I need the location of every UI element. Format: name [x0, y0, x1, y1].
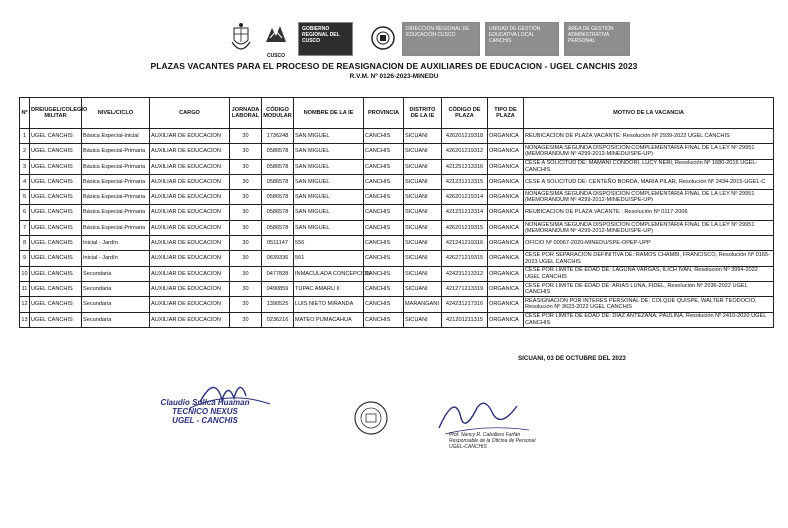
cell-plaza: 426201219315: [442, 220, 488, 235]
cell-tipo: ORGANICA: [488, 266, 524, 281]
cell-ugel: UGEL CANCHIS: [30, 281, 82, 296]
cell-jornada: 30: [230, 144, 262, 159]
cell-motivo: REUBICACION DE PLAZA VACANTE: Resolución Nº 2939-2022 UGEL CANCHIS: [524, 129, 774, 144]
column-header: NIVEL/CICLO: [82, 98, 150, 129]
cell-ugel: UGEL CANCHIS: [30, 251, 82, 266]
vacancies-table: [19, 97, 774, 328]
table-row: [20, 266, 774, 281]
table-row: [20, 312, 774, 327]
cell-codmod: 0586578: [262, 174, 294, 189]
column-header: TIPO DE PLAZA: [488, 98, 524, 129]
area-logo: [564, 22, 630, 56]
cell-cargo: AUXILIAR DE EDUCACION: [150, 312, 230, 327]
cell-jornada: 30: [230, 190, 262, 205]
cell-tipo: ORGANICA: [488, 174, 524, 189]
cell-n: 6: [20, 205, 30, 220]
cusco-label: CUSCO: [266, 53, 286, 59]
signer-1-role: TECNICO NEXUS: [172, 407, 238, 416]
cell-motivo: CESE A SOLICITUD DE: CENTEÑO BORDA, MARIA PILAR, Resolución Nº 2434-2015-UGEL-C: [524, 174, 774, 189]
document-subtitle: R.V.M. Nº 0126-2023-MINEDU: [349, 73, 439, 80]
table-row: [20, 174, 774, 189]
cell-dist: SICUANI: [404, 220, 442, 235]
cell-cargo: AUXILIAR DE EDUCACION: [150, 129, 230, 144]
cell-motivo: CESE A SOLICITUD DE: MAMANI CONDORI, LUCY NERI, Resolución Nº 1680-2016 UGEL-CANCHIS: [524, 159, 774, 174]
cell-jornada: 30: [230, 297, 262, 312]
cell-jornada: 30: [230, 220, 262, 235]
cell-nivel: Básica Especial-Primaria: [82, 174, 150, 189]
column-header: DRE/UGEL/COLEGIO MILITAR: [30, 98, 82, 129]
cell-tipo: ORGANICA: [488, 281, 524, 296]
cell-prov: CANCHIS: [364, 144, 404, 159]
cell-codmod: 0490859: [262, 281, 294, 296]
cell-motivo: NONAGESIMA SEGUNDA DISPOSICION COMPLEMENTARIA FINAL DE LA LEY Nº 29951 (MEMORANDUM Nº 4299-2012-MINEDU/SPE-UP): [524, 190, 774, 205]
cell-dist: SICUANI: [404, 129, 442, 144]
table-row: [20, 144, 774, 159]
cell-nivel: Básica Especial-Primaria: [82, 159, 150, 174]
column-header: CÓDIGO DE PLAZA: [442, 98, 488, 129]
signature-block-1: [150, 372, 280, 442]
cell-prov: CANCHIS: [364, 251, 404, 266]
cell-codmod: 0586578: [262, 159, 294, 174]
cell-codmod: 0639336: [262, 251, 294, 266]
cell-cargo: AUXILIAR DE EDUCACION: [150, 205, 230, 220]
cell-n: 7: [20, 220, 30, 235]
cell-plaza: 426271219315: [442, 251, 488, 266]
cell-n: 10: [20, 266, 30, 281]
document-title: PLAZAS VACANTES PARA EL PROCESO DE REASIGNACION DE AUXILIARES DE EDUCACION - UGEL CANCHIS 2023: [150, 61, 638, 71]
cell-nivel: Secundaria: [82, 312, 150, 327]
cell-jornada: 30: [230, 236, 262, 251]
signer-2-text: [449, 432, 535, 450]
cell-ie: SAN MIGUEL: [294, 159, 364, 174]
cell-jornada: 30: [230, 281, 262, 296]
cell-ugel: UGEL CANCHIS: [30, 312, 82, 327]
ugel-logo: [485, 22, 559, 56]
column-header: CARGO: [150, 98, 230, 129]
cell-n: 2: [20, 144, 30, 159]
cell-dist: SICUANI: [404, 266, 442, 281]
cell-tipo: ORGANICA: [488, 205, 524, 220]
drec-seal-icon: [370, 22, 396, 56]
signature-2-icon: [425, 388, 545, 438]
table-row: [20, 129, 774, 144]
table-row: [20, 251, 774, 266]
ugel-label: UNIDAD DE GESTIÓN EDUCATIVA LOCAL CANCHIS: [489, 26, 541, 44]
drec-label: DIRECCIÓN REGIONAL DE EDUCACIÓN CUSCO: [406, 26, 470, 38]
cell-tipo: ORGANICA: [488, 251, 524, 266]
cell-plaza: 421231213315: [442, 174, 488, 189]
official-stamp-icon: [353, 400, 389, 436]
cell-tipo: ORGANICA: [488, 144, 524, 159]
signer-1-text: [150, 398, 260, 425]
cell-tipo: ORGANICA: [488, 190, 524, 205]
cell-codmod: 0236216: [262, 312, 294, 327]
cusco-logo: [264, 22, 288, 59]
cell-dist: SICUANI: [404, 312, 442, 327]
cell-n: 5: [20, 190, 30, 205]
cell-jornada: 30: [230, 174, 262, 189]
cell-ie: INMACULADA CONCEPCION: [294, 266, 364, 281]
column-header: JORNADA LABORAL: [230, 98, 262, 129]
cell-ie: SAN MIGUEL: [294, 144, 364, 159]
table-body: [20, 129, 774, 328]
cell-motivo: CESE POR LIMITE DE EDAD DE: LAGUNA VARGAS, ILICH IVAN, Resolución Nº 3994-2022 UGEL CANCHIS: [524, 266, 774, 281]
cell-jornada: 30: [230, 266, 262, 281]
table-row: [20, 159, 774, 174]
cell-plaza: 426201219314: [442, 190, 488, 205]
cell-tipo: ORGANICA: [488, 297, 524, 312]
cell-cargo: AUXILIAR DE EDUCACION: [150, 174, 230, 189]
cell-nivel: Secundaria: [82, 297, 150, 312]
cell-ugel: UGEL CANCHIS: [30, 159, 82, 174]
cell-cargo: AUXILIAR DE EDUCACION: [150, 251, 230, 266]
column-header: NOMBRE DE LA IE: [294, 98, 364, 129]
cell-prov: CANCHIS: [364, 129, 404, 144]
cell-codmod: 0586578: [262, 205, 294, 220]
cell-prov: CANCHIS: [364, 266, 404, 281]
column-header: DISTRITO DE LA IE: [404, 98, 442, 129]
table-header-row: [20, 98, 774, 129]
cell-dist: MARANGANI: [404, 297, 442, 312]
cell-codmod: 0586578: [262, 220, 294, 235]
cell-prov: CANCHIS: [364, 312, 404, 327]
table-row: [20, 205, 774, 220]
cell-dist: SICUANI: [404, 190, 442, 205]
cell-plaza: 421271213319: [442, 281, 488, 296]
cell-cargo: AUXILIAR DE EDUCACION: [150, 297, 230, 312]
cell-ie: SAN MIGUEL: [294, 129, 364, 144]
cell-n: 13: [20, 312, 30, 327]
cell-n: 4: [20, 174, 30, 189]
cell-jornada: 30: [230, 159, 262, 174]
table-row: [20, 220, 774, 235]
cell-motivo: OFICIO Nº 00067-2020-MINEDU/SPE-OPEP-UPP: [524, 236, 774, 251]
cell-nivel: Secundaria: [82, 281, 150, 296]
cell-motivo: CESE POR SEPARACION DEFINITIVA DE: RAMOS CHAMBI, FRANCISCO, Resolución Nº 0165-2023 UGEL CANCHIS: [524, 251, 774, 266]
drec-logo: [402, 22, 480, 56]
signer-1-name: Claudio Sullca Huaman: [160, 398, 250, 407]
column-header: PROVINCIA: [364, 98, 404, 129]
signer-1-office: UGEL - CANCHIS: [172, 416, 238, 425]
cell-nivel: Básica Especial-Primaria: [82, 190, 150, 205]
cell-ie: LUIS NIETO MIRANDA: [294, 297, 364, 312]
cell-nivel: Básica Especial-Primaria: [82, 220, 150, 235]
cell-ie: SAN MIGUEL: [294, 205, 364, 220]
cell-prov: CANCHIS: [364, 174, 404, 189]
table-row: [20, 190, 774, 205]
cell-tipo: ORGANICA: [488, 236, 524, 251]
area-label: ÁREA DE GESTIÓN ADMINISTRATIVA PERSONAL: [568, 26, 614, 44]
cell-codmod: 0477828: [262, 266, 294, 281]
gobierno-regional-label: GOBIERNO REGIONAL DEL CUSCO: [302, 26, 340, 44]
cell-dist: SICUANI: [404, 251, 442, 266]
cell-motivo: CESE POR LIMITE DE EDAD DE: DIAZ ANTEZANA, PAULINA, Resolución Nº 2410-2020 UGEL CANCHIS: [524, 312, 774, 327]
cell-codmod: 0586578: [262, 144, 294, 159]
cell-prov: CANCHIS: [364, 236, 404, 251]
cell-dist: SICUANI: [404, 159, 442, 174]
cell-motivo: NONAGESIMA SEGUNDA DISPOSICION COMPLEMENTARIA FINAL DE LA LEY Nº 29951 (MEMORANDUM Nº 4299-2012-MINEDU/SPE-UP): [524, 220, 774, 235]
table-row: [20, 297, 774, 312]
cell-plaza: 424231213312: [442, 266, 488, 281]
cell-dist: SICUANI: [404, 236, 442, 251]
column-header: CÓDIGO MODULAR: [262, 98, 294, 129]
cell-nivel: Básica Especial-Primaria: [82, 205, 150, 220]
cell-codmod: 1736248: [262, 129, 294, 144]
document-date: SICUANI, 03 DE OCTUBRE DEL 2023: [518, 355, 626, 362]
cell-ugel: UGEL CANCHIS: [30, 236, 82, 251]
cell-codmod: 1390525: [262, 297, 294, 312]
cell-n: 9: [20, 251, 30, 266]
peru-coat-of-arms-icon: [230, 22, 252, 56]
cell-motivo: NONAGESIMA SEGUNDA DISPOSICION COMPLEMENTARIA FINAL DE LA LEY Nº 29951 (MEMORANDUM Nº 4299-2012-MINEDU/SPE-UP): [524, 144, 774, 159]
column-header: Nº: [20, 98, 30, 129]
cell-plaza: 426201219312: [442, 144, 488, 159]
cell-nivel: Inicial - Jardín: [82, 251, 150, 266]
cell-tipo: ORGANICA: [488, 159, 524, 174]
cell-tipo: ORGANICA: [488, 129, 524, 144]
cell-ugel: UGEL CANCHIS: [30, 174, 82, 189]
cell-plaza: 424231217316: [442, 297, 488, 312]
column-header: MOTIVO DE LA VACANCIA: [524, 98, 774, 129]
cell-prov: CANCHIS: [364, 220, 404, 235]
cell-ugel: UGEL CANCHIS: [30, 205, 82, 220]
cell-ie: SAN MIGUEL: [294, 220, 364, 235]
cell-ugel: UGEL CANCHIS: [30, 129, 82, 144]
cell-cargo: AUXILIAR DE EDUCACION: [150, 190, 230, 205]
cell-ie: SAN MIGUEL: [294, 174, 364, 189]
cell-plaza: 421231213314: [442, 205, 488, 220]
cell-ie: 556: [294, 236, 364, 251]
cell-ugel: UGEL CANCHIS: [30, 266, 82, 281]
signer-2-name: Prof. Nancy R. Caballero Farfán: [449, 432, 521, 438]
cell-motivo: REUBICACION DE PLAZA VACANTE : Resolución Nº 0117-2006: [524, 205, 774, 220]
cell-n: 11: [20, 281, 30, 296]
cell-ie: SAN MIGUEL: [294, 190, 364, 205]
cell-jornada: 30: [230, 205, 262, 220]
cell-ugel: UGEL CANCHIS: [30, 190, 82, 205]
cell-ie: MATEO PUMACAHUA: [294, 312, 364, 327]
cell-dist: SICUANI: [404, 144, 442, 159]
cell-tipo: ORGANICA: [488, 312, 524, 327]
cell-codmod: 0586578: [262, 190, 294, 205]
cell-plaza: 421241219316: [442, 236, 488, 251]
cell-ie: TUPAC AMARU II: [294, 281, 364, 296]
table-row: [20, 236, 774, 251]
cell-n: 12: [20, 297, 30, 312]
cell-ugel: UGEL CANCHIS: [30, 297, 82, 312]
cell-tipo: ORGANICA: [488, 220, 524, 235]
cell-nivel: Inicial - Jardín: [82, 236, 150, 251]
cell-dist: SICUANI: [404, 281, 442, 296]
cell-cargo: AUXILIAR DE EDUCACION: [150, 266, 230, 281]
cell-prov: CANCHIS: [364, 297, 404, 312]
cell-jornada: 30: [230, 312, 262, 327]
cell-n: 3: [20, 159, 30, 174]
signer-2-office: UGEL-CANCHIS: [449, 444, 487, 450]
cell-motivo: CESE POR LIMITE DE EDAD DE: ARIAS LUNA, FIDEL, Resolución Nº 2036-2022 UGEL CANCHIS: [524, 281, 774, 296]
gobierno-regional-logo: [298, 22, 353, 56]
cell-ugel: UGEL CANCHIS: [30, 144, 82, 159]
cell-codmod: 0511147: [262, 236, 294, 251]
cell-cargo: AUXILIAR DE EDUCACION: [150, 144, 230, 159]
signature-block-2: [415, 388, 575, 453]
cell-nivel: Básica Especial-Inicial: [82, 129, 150, 144]
cell-cargo: AUXILIAR DE EDUCACION: [150, 236, 230, 251]
signer-2-role: Responsable de la Oficina de Personal: [449, 438, 536, 444]
cell-dist: SICUANI: [404, 174, 442, 189]
cell-prov: CANCHIS: [364, 281, 404, 296]
cell-cargo: AUXILIAR DE EDUCACION: [150, 159, 230, 174]
cell-jornada: 30: [230, 251, 262, 266]
cell-cargo: AUXILIAR DE EDUCACION: [150, 281, 230, 296]
cell-prov: CANCHIS: [364, 159, 404, 174]
cell-nivel: Básica Especial-Primaria: [82, 144, 150, 159]
cell-cargo: AUXILIAR DE EDUCACION: [150, 220, 230, 235]
cell-plaza: 421201211315: [442, 312, 488, 327]
cell-nivel: Secundaria: [82, 266, 150, 281]
table-row: [20, 281, 774, 296]
cell-ie: 561: [294, 251, 364, 266]
cell-n: 8: [20, 236, 30, 251]
cell-dist: SICUANI: [404, 205, 442, 220]
cell-motivo: REASIGNACION POR INTERES PERSONAL DE: COLQUE QUISPE, WALTER TEODOCIO, Resolución Nº 3623-2022 UGEL CANCHIS: [524, 297, 774, 312]
cell-prov: CANCHIS: [364, 190, 404, 205]
cell-ugel: UGEL CANCHIS: [30, 220, 82, 235]
cell-plaza: 421251213316: [442, 159, 488, 174]
cell-n: 1: [20, 129, 30, 144]
cell-plaza: 426201219318: [442, 129, 488, 144]
cell-prov: CANCHIS: [364, 205, 404, 220]
cell-jornada: 30: [230, 129, 262, 144]
